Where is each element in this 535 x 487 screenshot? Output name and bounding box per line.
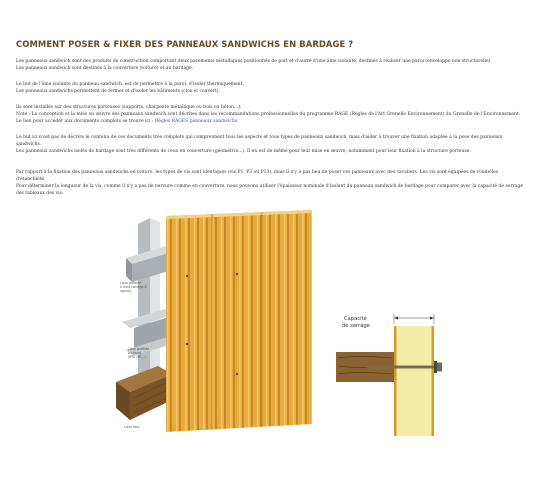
fixing-section-illustration bbox=[330, 296, 494, 436]
screw-head bbox=[437, 363, 442, 372]
omega-rail bbox=[126, 246, 172, 282]
clamping-dimension-arrow bbox=[394, 314, 434, 324]
scope-paragraph-1: Le but ici n'est pas de décrire le contenu de ces documents très complets qui comprennent tous les aspects et tous types de panneaux sandwich, mais d'aider à trouver une fixation adaptée à la pose des panneaux sandwichs. bbox=[16, 135, 503, 147]
goal-paragraph-2: Les panneaux sandwichs permettent de fermer et d'isoler les bâtiments (clos et couvert). bbox=[16, 89, 220, 94]
clamping-capacity-label-1: Capacité bbox=[344, 316, 367, 322]
scope-paragraph-2: Les panneaux sandwichs isolés de bardage sont très différents de ceux en couverture (géométrie...). Il en est de même pour leur mise en œuvre, notamment pour leur fixation à la structure porteuse. bbox=[16, 149, 471, 154]
insulation-core bbox=[396, 326, 432, 436]
omega-rail-label-1: Lisse profilée bbox=[120, 281, 141, 285]
omega-rail-label-2: à froid (oméga Z, bbox=[120, 285, 148, 289]
i-beam-label-3: (IPN, IPE...) bbox=[128, 355, 146, 359]
fixing-paragraph-1: Par rapport à la fixation des panneaux sandwichs en toiture, les types de vis sont identiques (vis P1, P3 ou P13), mais il n'y a pas lieu de poser ces panneaux avec des cavaliers. Les vis sont équipées de rondelles d'étanchéité. bbox=[16, 170, 499, 182]
i-beam-label-2: à chaud bbox=[128, 351, 141, 355]
install-paragraph-2 bbox=[16, 111, 526, 125]
inner-skin bbox=[394, 326, 397, 436]
install-note-text: Note : La conception et la mise en œuvre des panneaux sandwich sont décrites dans les recommandations professionnelles du programme RAGE (Règles de l'Art Grenelle Environnement) du Grenelle de l'Environnement. Le lien pour accéder aux documents complets se trouve ici : bbox=[16, 112, 521, 124]
install-paragraph-1: Ils sont installés sur des structures porteuses (supports, charpente métallique ou bois ou béton...). bbox=[16, 105, 242, 110]
goal-paragraph-1: Le but de l'âme isolante du panneau sandwich, est de permettre à la paroi, d'isoler thermiquement. bbox=[16, 82, 244, 87]
rage-rules-link[interactable]: Règles RAGES panneaux sandwichs. bbox=[154, 119, 239, 124]
intro-paragraph-1: Les panneaux sandwich sont des produits de construction comportant deux parements métalliques positionnés de part et d'autre d'une âme isolante, destinés à réaliser une paroi (enveloppe non structurelle). bbox=[16, 59, 492, 64]
wood-rail bbox=[116, 366, 172, 420]
omega-rail-label-3: sigma) bbox=[120, 289, 131, 293]
clamping-capacity-label-2: de serrage bbox=[342, 323, 370, 329]
wood-rail-label: Lisse bois bbox=[124, 425, 140, 429]
intro-paragraph-2: Les panneaux sandwich sont destinés à la couverture (toiture) et au bardage. bbox=[16, 66, 194, 71]
sealing-washer bbox=[434, 361, 437, 373]
cladding-panels-illustration bbox=[116, 210, 330, 436]
article-body bbox=[16, 58, 526, 197]
sandwich-panels bbox=[166, 210, 312, 432]
outer-skin bbox=[432, 326, 435, 436]
fixing-paragraph-2: Pour déterminer la longueur de la vis, comme il n'y a pas de nervure comme en couverture, nous pouvons utiliser l'épaisseur nominale d'isolant du panneau sandwich de bardage pour comparer avec la capacité de serrage des tableaux des vis. bbox=[16, 184, 523, 196]
steel-post bbox=[138, 218, 160, 392]
i-beam-label-1: Lisse profilée bbox=[128, 347, 149, 351]
article-title: COMMENT POSER & FIXER DES PANNEAUX SANDWICHS EN BARDAGE ? bbox=[16, 39, 354, 49]
